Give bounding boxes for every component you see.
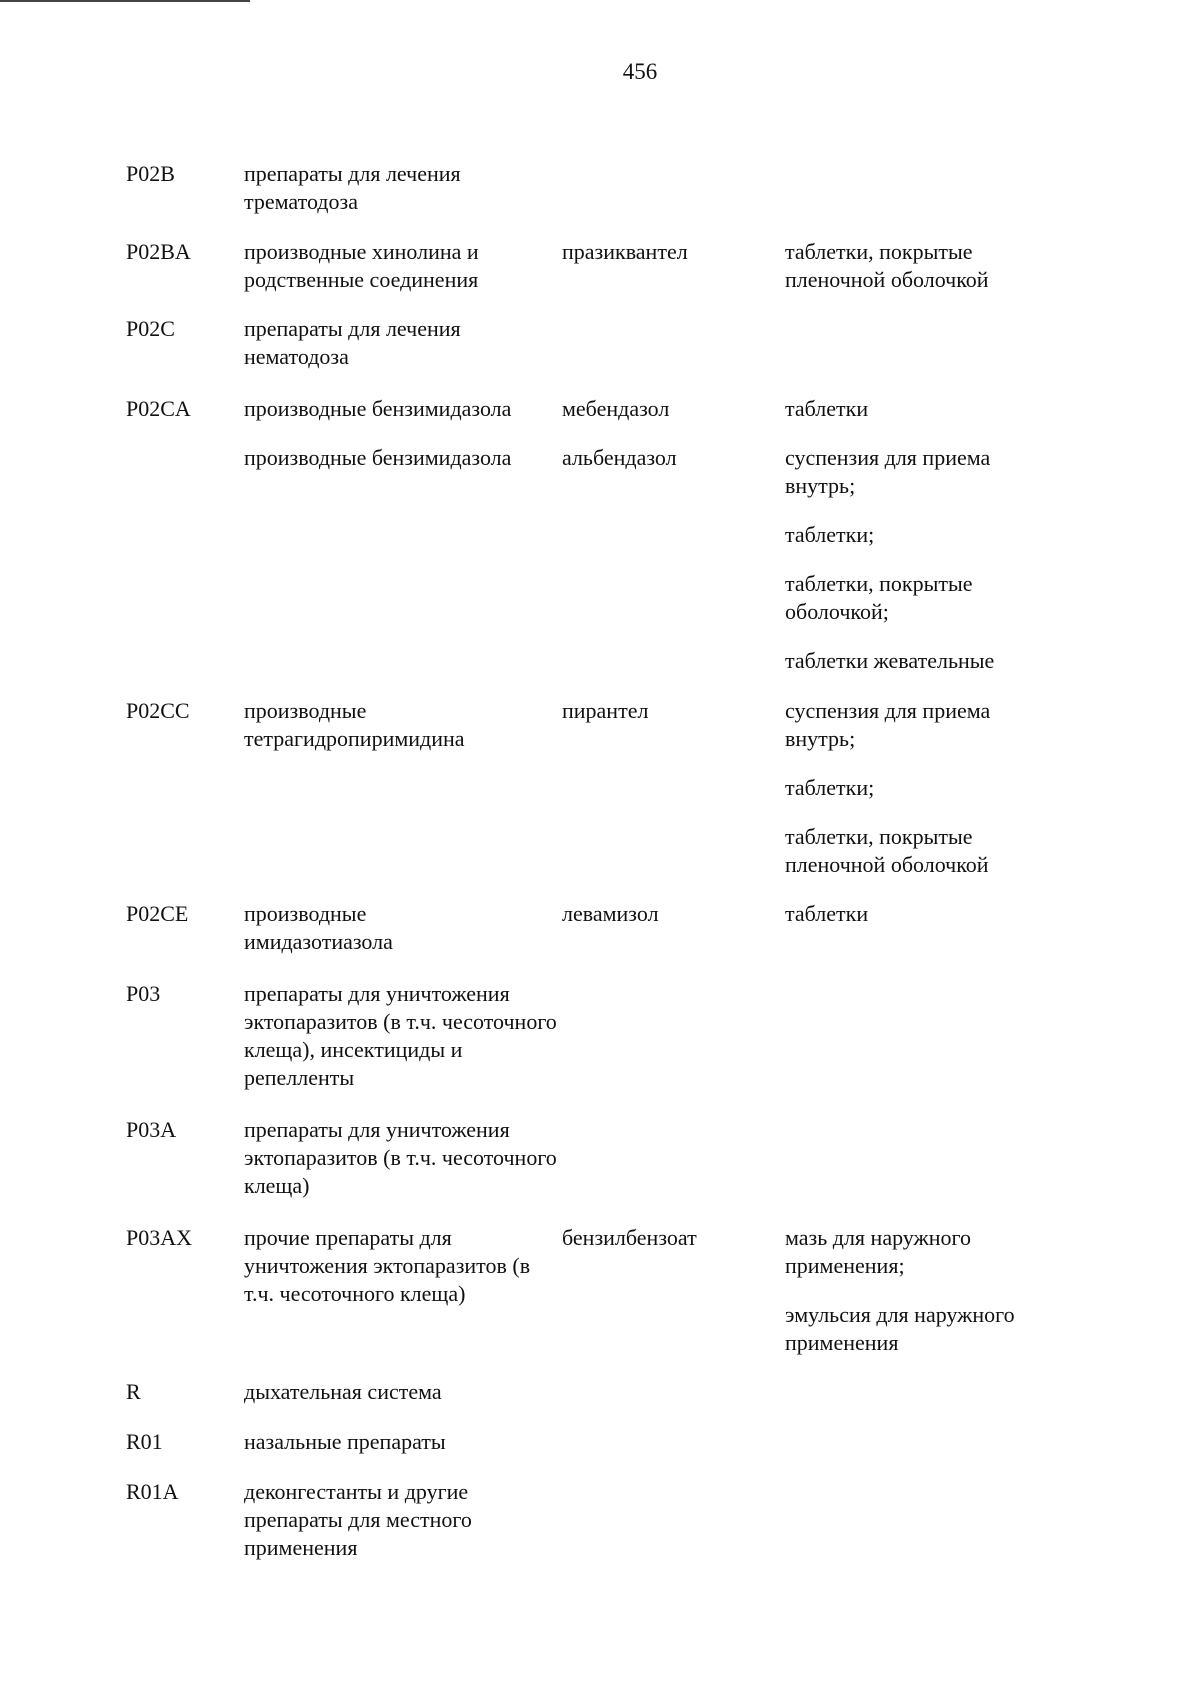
table-row [126,1116,1066,1200]
dosage-form: таблетки [785,901,869,926]
top-rule [0,0,250,2]
dosage-forms [785,238,1066,294]
group-name: производные хинолина и родственные соединения [244,239,479,292]
group-name [244,697,562,879]
drug-name [562,1428,785,1456]
dosage-forms [785,1224,1066,1357]
group-name: препараты для лечения трематодоза [244,161,461,214]
drug-name [562,1478,785,1562]
drug-name [562,1378,785,1406]
drug-name: празиквантел [562,239,688,264]
dosage-forms [785,1116,1066,1200]
group-name: дыхательная система [244,1379,442,1404]
atc-code: R [126,1379,141,1404]
dosage-forms [785,900,1066,956]
atc-code: R01 [126,1429,163,1454]
group-name: производные бензимидазола [244,396,512,421]
group-name: производные имидазотиазола [244,901,393,954]
table-row [126,160,1066,216]
atc-code: P02BA [126,239,191,264]
dosage-form: мазь для наружного применения; [785,1225,971,1278]
atc-code: P02C [126,316,175,341]
drug-name: альбендазол [562,445,677,470]
atc-code: P03A [126,1117,177,1142]
group-name: деконгестанты и другие препараты для местного применения [244,1479,472,1560]
table-row [126,1428,1066,1456]
atc-code: P02CA [126,396,191,421]
dosage-form: суспензия для приема внутрь; [785,698,991,751]
atc-code: P02B [126,161,175,186]
dosage-forms [785,1378,1066,1406]
table-row [126,444,1066,675]
group-name: прочие препараты для уничтожения эктопаразитов (в т.ч. чесоточного клеща) [244,1225,531,1306]
dosage-forms [785,697,1066,879]
table-row [126,1224,1066,1357]
table-row [126,900,1066,956]
group-name: назальные препараты [244,1429,446,1454]
dosage-form: таблетки; [785,522,875,547]
dosage-forms [785,1478,1066,1562]
drug-name [562,160,785,216]
table-row [126,315,1066,371]
page-number: 456 [622,59,658,84]
atc-code: R01A [126,1479,179,1504]
dosage-forms [785,315,1066,371]
table-row [126,1478,1066,1562]
dosage-form: таблетки, покрытые оболочкой; [785,571,973,624]
atc-code [126,444,244,675]
dosage-form: суспензия для приема внутрь; [785,445,991,498]
group-name-line: производные тетрагидропиримидина [244,698,465,751]
dosage-forms [785,980,1066,1092]
atc-code: P03 [126,981,161,1006]
table-row [126,1378,1066,1406]
drug-name [562,980,785,1092]
drug-name [562,1116,785,1200]
drug-classification-table [126,160,1066,1562]
dosage-form: таблетки [785,396,869,421]
dosage-forms [785,160,1066,216]
dosage-forms [785,1428,1066,1456]
table-row [126,697,1066,879]
table-row [126,395,1066,423]
atc-code: P03AX [126,1225,193,1250]
atc-code: P02CE [126,901,189,926]
drug-name: левамизол [562,901,659,926]
group-name: препараты для лечения нематодоза [244,316,461,369]
atc-code: P02CC [126,698,190,723]
dosage-form: таблетки; [785,775,875,800]
drug-name: мебендазол [562,396,670,421]
dosage-form: таблетки жевательные [785,648,995,673]
table-row [126,980,1066,1092]
dosage-forms [785,444,1066,675]
dosage-form: эмульсия для наружного применения [785,1302,1015,1355]
drug-name: бензилбензоат [562,1225,697,1250]
dosage-form: таблетки, покрытые пленочной оболочкой [785,824,989,877]
drug-name [562,315,785,371]
group-name: препараты для уничтожения эктопаразитов (в т.ч. чесоточного клеща) [244,1117,557,1198]
dosage-forms [785,395,1066,423]
group-name: производные бензимидазола [244,445,512,470]
table-row [126,238,1066,294]
drug-name: пирантел [562,698,649,723]
group-name: препараты для уничтожения эктопаразитов (в т.ч. чесоточного клеща), инсектициды и репелленты [244,981,557,1090]
dosage-form: таблетки, покрытые пленочной оболочкой [785,239,989,292]
